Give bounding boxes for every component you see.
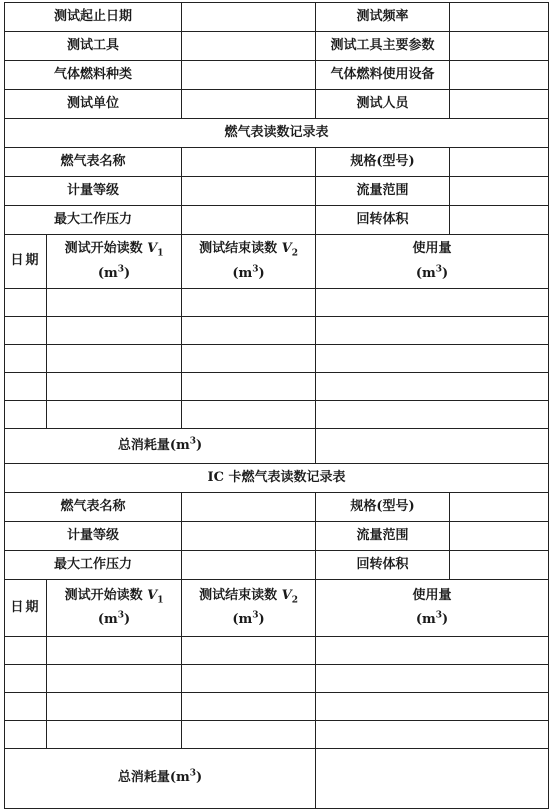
gas-end-sub: 2 <box>291 248 298 259</box>
record-table <box>4 2 549 809</box>
gas-start-reading-label: 测试开始读数 <box>64 241 148 257</box>
gas-end-var: V <box>281 241 292 257</box>
gas-date-header: 日期 <box>5 235 47 289</box>
gas-end-unit-sup: 3 <box>252 264 259 275</box>
ic-end-reading-label: 测试结束读数 <box>199 587 282 603</box>
gas-start-unit-sup: 3 <box>117 264 125 275</box>
gas-end-reading-cell[interactable] <box>182 373 316 401</box>
ic-start-reading-label: 测试开始读数 <box>64 587 148 603</box>
ic-end-reading-cell[interactable] <box>182 721 316 749</box>
gas-usage-cell[interactable] <box>316 289 549 317</box>
gas-date-cell[interactable] <box>5 345 47 373</box>
gas-meter-max-pressure-label: 最大工作压力 <box>5 206 182 235</box>
test-tool-params-value[interactable] <box>450 32 549 61</box>
fuel-equipment-label: 气体燃料使用设备 <box>316 61 450 90</box>
ic-end-sub: 2 <box>291 595 298 606</box>
test-tool-value[interactable] <box>182 32 316 61</box>
info-row <box>5 61 549 90</box>
test-tool-params-label: 测试工具主要参数 <box>316 32 450 61</box>
gas-reading-row <box>5 373 549 401</box>
ic-meter-rotation-volume-value[interactable] <box>450 551 549 580</box>
gas-start-reading-cell[interactable] <box>47 317 182 345</box>
gas-start-var: V <box>147 241 158 257</box>
gas-meter-spec-label: 规格(型号) <box>316 148 450 177</box>
ic-start-reading-cell[interactable] <box>47 721 182 749</box>
ic-meter-rotation-volume-label: 回转体积 <box>316 551 450 580</box>
ic-reading-row <box>5 665 549 693</box>
ic-meter-grade-value[interactable] <box>182 522 316 551</box>
test-period-label: 测试起止日期 <box>5 3 182 32</box>
test-tool-label: 测试工具 <box>5 32 182 61</box>
gas-meter-section-title: 燃气表读数记录表 <box>5 119 549 148</box>
ic-usage-cell[interactable] <box>316 693 549 721</box>
test-personnel-value[interactable] <box>450 90 549 119</box>
meter-info-row <box>5 522 549 551</box>
ic-meter-spec-value[interactable] <box>450 493 549 522</box>
reading-header-row <box>5 580 549 637</box>
ic-end-var: V <box>281 587 292 603</box>
ic-reading-row <box>5 693 549 721</box>
ic-usage-unit-close: ) <box>442 612 449 627</box>
ic-start-unit: (m <box>97 612 118 627</box>
test-unit-value[interactable] <box>182 90 316 119</box>
test-frequency-label: 测试频率 <box>316 3 450 32</box>
ic-meter-name-label: 燃气表名称 <box>5 493 182 522</box>
ic-total-value[interactable] <box>316 749 549 809</box>
gas-usage-unit-sup: 3 <box>435 264 443 275</box>
ic-total-text: 总消耗量(m <box>117 770 190 786</box>
gas-end-reading-cell[interactable] <box>182 401 316 429</box>
gas-usage-unit: (m <box>415 265 436 281</box>
gas-date-cell[interactable] <box>5 401 47 429</box>
meter-info-row <box>5 493 549 522</box>
info-row <box>5 32 549 61</box>
ic-date-cell[interactable] <box>5 693 47 721</box>
ic-date-cell[interactable] <box>5 665 47 693</box>
gas-usage-cell[interactable] <box>316 345 549 373</box>
gas-end-reading-cell[interactable] <box>182 345 316 373</box>
ic-end-reading-cell[interactable] <box>182 693 316 721</box>
test-personnel-label: 测试人员 <box>316 90 450 119</box>
ic-date-header: 日期 <box>5 580 47 637</box>
ic-end-reading-cell[interactable] <box>182 665 316 693</box>
gas-meter-flow-range-value[interactable] <box>450 177 549 206</box>
ic-usage-cell[interactable] <box>316 665 549 693</box>
gas-meter-name-label: 燃气表名称 <box>5 148 182 177</box>
ic-total-close: ) <box>196 770 203 786</box>
ic-usage-cell[interactable] <box>316 721 549 749</box>
gas-end-unit: (m <box>232 265 253 281</box>
ic-total-sup: 3 <box>189 769 197 780</box>
fuel-type-value[interactable] <box>182 61 316 90</box>
gas-date-cell[interactable] <box>5 317 47 345</box>
gas-usage-label: 使用量 <box>412 241 452 257</box>
test-frequency-value[interactable] <box>450 3 549 32</box>
ic-usage-unit: (m <box>415 612 436 627</box>
gas-meter-flow-range-label: 流量范围 <box>316 177 450 206</box>
gas-usage-cell[interactable] <box>316 317 549 345</box>
ic-end-reading-header <box>182 580 316 637</box>
gas-start-unit: (m <box>97 265 118 281</box>
gas-total-close: ) <box>196 437 203 453</box>
ic-reading-row <box>5 637 549 665</box>
ic-usage-label: 使用量 <box>412 587 452 603</box>
ic-meter-max-pressure-value[interactable] <box>182 551 316 580</box>
ic-total-row <box>5 749 549 809</box>
ic-start-unit-close: ) <box>124 612 131 627</box>
ic-reading-row <box>5 721 549 749</box>
gas-total-row <box>5 429 549 464</box>
meter-info-row <box>5 206 549 235</box>
gas-usage-header <box>316 235 549 289</box>
test-unit-label: 测试单位 <box>5 90 182 119</box>
gas-meter-spec-value[interactable] <box>450 148 549 177</box>
gas-start-reading-cell[interactable] <box>47 345 182 373</box>
gas-start-reading-cell[interactable] <box>47 289 182 317</box>
ic-meter-section-title: IC 卡燃气表读数记录表 <box>5 464 549 493</box>
gas-usage-unit-close: ) <box>442 265 449 281</box>
gas-meter-rotation-volume-label: 回转体积 <box>316 206 450 235</box>
gas-date-cell[interactable] <box>5 289 47 317</box>
gas-reading-row <box>5 345 549 373</box>
gas-reading-row <box>5 289 549 317</box>
gas-total-label <box>5 429 316 464</box>
gas-end-reading-label: 测试结束读数 <box>199 241 282 257</box>
gas-consumption-record-form <box>4 2 548 784</box>
info-row <box>5 3 549 32</box>
gas-start-reading-cell[interactable] <box>47 373 182 401</box>
test-period-value[interactable] <box>182 3 316 32</box>
gas-start-sub: 1 <box>157 248 164 259</box>
ic-meter-name-value[interactable] <box>182 493 316 522</box>
gas-total-text: 总消耗量(m <box>117 437 190 453</box>
gas-total-value[interactable] <box>316 429 549 464</box>
ic-date-cell[interactable] <box>5 637 47 665</box>
meter-info-row <box>5 148 549 177</box>
ic-start-reading-cell[interactable] <box>47 637 182 665</box>
fuel-equipment-value[interactable] <box>450 61 549 90</box>
ic-end-reading-cell[interactable] <box>182 637 316 665</box>
gas-meter-grade-label: 计量等级 <box>5 177 182 206</box>
gas-total-sup: 3 <box>189 436 197 447</box>
ic-meter-grade-label: 计量等级 <box>5 522 182 551</box>
ic-date-cell[interactable] <box>5 721 47 749</box>
gas-end-unit-close: ) <box>258 265 265 281</box>
gas-meter-grade-value[interactable] <box>182 177 316 206</box>
gas-start-reading-cell[interactable] <box>47 401 182 429</box>
ic-usage-unit-sup: 3 <box>435 610 443 621</box>
ic-meter-spec-label: 规格(型号) <box>316 493 450 522</box>
ic-end-unit-sup: 3 <box>252 610 259 621</box>
gas-end-reading-cell[interactable] <box>182 317 316 345</box>
gas-end-reading-header <box>182 235 316 289</box>
ic-start-sub: 1 <box>157 595 164 606</box>
fuel-type-label: 气体燃料种类 <box>5 61 182 90</box>
gas-reading-row <box>5 401 549 429</box>
ic-start-var: V <box>147 587 158 603</box>
ic-meter-flow-range-label: 流量范围 <box>316 522 450 551</box>
gas-meter-rotation-volume-value[interactable] <box>450 206 549 235</box>
ic-usage-header <box>316 580 549 637</box>
gas-date-cell[interactable] <box>5 373 47 401</box>
gas-usage-cell[interactable] <box>316 401 549 429</box>
reading-header-row <box>5 235 549 289</box>
ic-end-unit: (m <box>232 612 253 627</box>
gas-start-unit-close: ) <box>124 265 131 281</box>
ic-total-label <box>5 749 316 809</box>
ic-usage-cell[interactable] <box>316 637 549 665</box>
ic-start-reading-header <box>47 580 182 637</box>
ic-end-unit-close: ) <box>258 612 265 627</box>
gas-meter-max-pressure-value[interactable] <box>182 206 316 235</box>
meter-info-row <box>5 177 549 206</box>
meter-info-row <box>5 551 549 580</box>
gas-start-reading-header <box>47 235 182 289</box>
section-title-row <box>5 119 549 148</box>
gas-usage-cell[interactable] <box>316 373 549 401</box>
ic-start-reading-cell[interactable] <box>47 693 182 721</box>
gas-meter-name-value[interactable] <box>182 148 316 177</box>
section-title-row <box>5 464 549 493</box>
ic-start-unit-sup: 3 <box>117 610 125 621</box>
gas-reading-row <box>5 317 549 345</box>
ic-meter-flow-range-value[interactable] <box>450 522 549 551</box>
gas-end-reading-cell[interactable] <box>182 289 316 317</box>
ic-start-reading-cell[interactable] <box>47 665 182 693</box>
ic-meter-max-pressure-label: 最大工作压力 <box>5 551 182 580</box>
info-row <box>5 90 549 119</box>
